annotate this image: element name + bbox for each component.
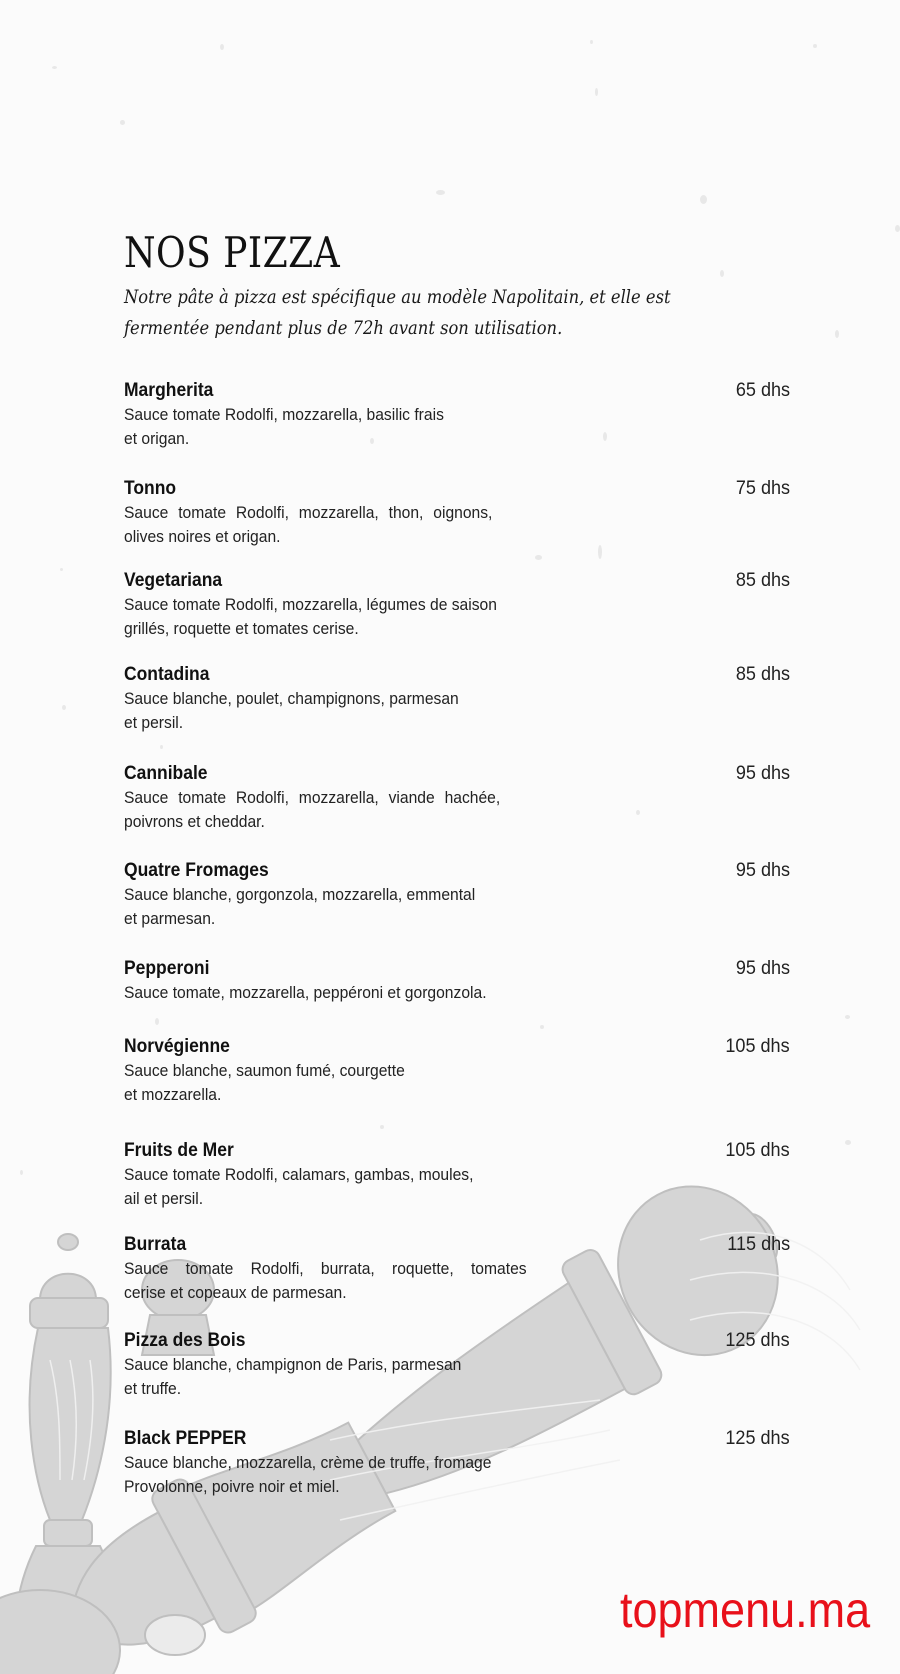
item-name: Fruits de Mer bbox=[124, 1140, 234, 1161]
item-description-line: Sauce tomate Rodolfi, calamars, gambas, moules, bbox=[124, 1165, 474, 1184]
item-description bbox=[124, 883, 584, 931]
menu-item-vegetariana bbox=[124, 570, 790, 641]
item-price: 105 dhs bbox=[725, 1140, 790, 1161]
item-description-line: Sauce tomate Rodolfi, mozzarella, basilic frais bbox=[124, 405, 444, 424]
item-price: 95 dhs bbox=[735, 860, 790, 881]
item-name: Tonno bbox=[124, 478, 177, 499]
item-description bbox=[124, 1257, 584, 1305]
item-description-line: Sauce tomate Rodolfi, mozzarella, viande hachée, bbox=[124, 788, 501, 807]
item-description-line: Sauce tomate Rodolfi, mozzarella, thon, oignons, bbox=[124, 503, 493, 522]
item-price: 125 dhs bbox=[725, 1330, 790, 1351]
item-description bbox=[124, 403, 584, 451]
item-description-line: Sauce blanche, saumon fumé, courgette bbox=[124, 1061, 405, 1080]
watermark-link[interactable]: topmenu.ma bbox=[620, 1582, 871, 1638]
item-description-line: Sauce blanche, poulet, champignons, parmesan bbox=[124, 689, 459, 708]
item-description bbox=[124, 1059, 584, 1107]
item-description-line: Sauce tomate Rodolfi, mozzarella, légumes de saison bbox=[124, 595, 497, 614]
menu-item-margherita bbox=[124, 380, 790, 451]
item-price: 95 dhs bbox=[735, 958, 790, 979]
item-price: 95 dhs bbox=[735, 763, 790, 784]
item-description-line: et parmesan. bbox=[124, 909, 216, 928]
item-name: Vegetariana bbox=[124, 570, 223, 591]
item-description-line: grillés, roquette et tomates cerise. bbox=[124, 619, 359, 638]
item-description bbox=[124, 786, 584, 834]
menu-item-tonno bbox=[124, 478, 790, 549]
item-name: Norvégienne bbox=[124, 1036, 230, 1057]
item-name: Pepperoni bbox=[124, 958, 210, 979]
item-description bbox=[124, 687, 584, 735]
item-description bbox=[124, 593, 584, 641]
item-description-line: Sauce blanche, mozzarella, crème de truffe, fromage bbox=[124, 1453, 492, 1472]
item-price: 125 dhs bbox=[725, 1428, 790, 1449]
menu-item-pepperoni bbox=[124, 958, 790, 1005]
page-subtitle: Notre pâte à pizza est spécifique au modèle Napolitain, et elle est fermentée pendant plus de 72h avant son utilisation. bbox=[124, 286, 671, 339]
menu-item-black-pepper bbox=[124, 1428, 790, 1499]
item-name: Quatre Fromages bbox=[124, 860, 269, 881]
item-description bbox=[124, 1451, 584, 1499]
item-description-line: Provolonne, poivre noir et miel. bbox=[124, 1477, 340, 1496]
item-description bbox=[124, 981, 584, 1005]
item-price: 85 dhs bbox=[735, 570, 790, 591]
item-description-line: Sauce tomate, mozzarella, peppéroni et gorgonzola. bbox=[124, 983, 487, 1002]
item-name: Black PEPPER bbox=[124, 1428, 247, 1449]
item-price: 75 dhs bbox=[735, 478, 790, 499]
item-description bbox=[124, 1353, 584, 1401]
item-description-line: olives noires et origan. bbox=[124, 527, 281, 546]
item-description bbox=[124, 1163, 584, 1211]
menu-item-pizza-des-bois bbox=[124, 1330, 790, 1401]
item-description-line: et truffe. bbox=[124, 1379, 182, 1398]
item-name: Margherita bbox=[124, 380, 214, 401]
menu-item-norvegienne bbox=[124, 1036, 790, 1107]
item-description-line: Sauce blanche, gorgonzola, mozzarella, emmental bbox=[124, 885, 476, 904]
item-price: 115 dhs bbox=[727, 1234, 790, 1255]
item-description-line: et persil. bbox=[124, 713, 184, 732]
item-name: Cannibale bbox=[124, 763, 208, 784]
item-price: 85 dhs bbox=[735, 664, 790, 685]
item-description-line: et origan. bbox=[124, 429, 190, 448]
item-name: Contadina bbox=[124, 664, 210, 685]
menu-item-burrata bbox=[124, 1234, 790, 1305]
item-name: Burrata bbox=[124, 1234, 187, 1255]
item-description-line: Sauce tomate Rodolfi, burrata, roquette, tomates bbox=[124, 1259, 527, 1278]
item-price: 65 dhs bbox=[735, 380, 790, 401]
item-description-line: Sauce blanche, champignon de Paris, parmesan bbox=[124, 1355, 462, 1374]
item-name: Pizza des Bois bbox=[124, 1330, 246, 1351]
menu-item-quatre-fromages bbox=[124, 860, 790, 931]
menu-item-contadina bbox=[124, 664, 790, 735]
item-description bbox=[124, 501, 584, 549]
item-description-line: poivrons et cheddar. bbox=[124, 812, 265, 831]
page-title: NOS PIZZA bbox=[124, 228, 341, 277]
item-description-line: et mozzarella. bbox=[124, 1085, 222, 1104]
menu-item-fruits-de-mer bbox=[124, 1140, 790, 1211]
item-description-line: cerise et copeaux de parmesan. bbox=[124, 1283, 347, 1302]
menu-item-cannibale bbox=[124, 763, 790, 834]
item-price: 105 dhs bbox=[725, 1036, 790, 1057]
item-description-line: ail et persil. bbox=[124, 1189, 204, 1208]
